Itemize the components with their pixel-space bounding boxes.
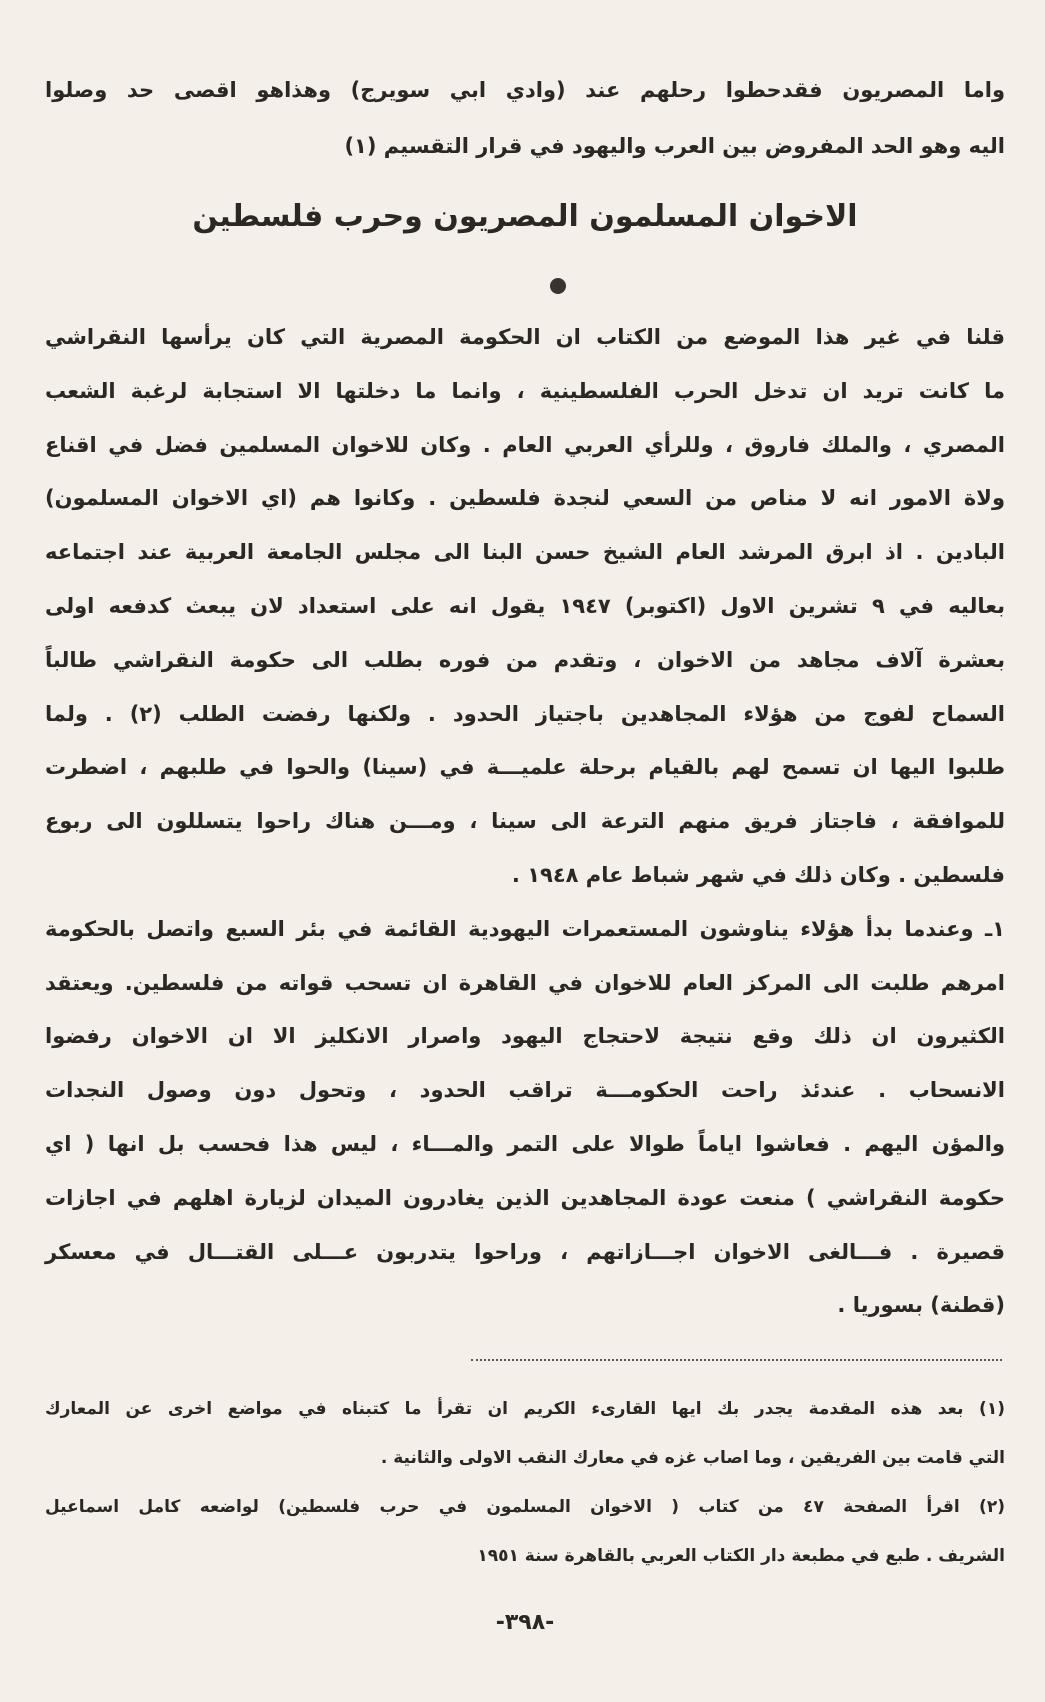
body-line: فلسطين . وكان ذلك في شهر شباط عام ١٩٤٨ . bbox=[511, 862, 1005, 887]
body-line: الكثيرون ان ذلك وقع نتيجة لاحتجاج اليهود واصرار الانكليز الا ان الاخوان رفضوا bbox=[45, 1024, 1005, 1049]
footnote-line: (٢) اقرأ الصفحة ٤٧ من كتاب ( الاخوان المسلمون في حرب فلسطين) لواضعه كامل اسماعيل bbox=[45, 1497, 1005, 1518]
page-number: -٣٩٨- bbox=[495, 1610, 555, 1636]
section-heading: الاخوان المسلمون المصريون وحرب فلسطين bbox=[192, 199, 858, 234]
body-line: قلنا في غير هذا الموضع من الكتاب ان الحكومة المصرية التي كان يرأسها النقراشي bbox=[45, 325, 1005, 349]
body-line: امرهم طلبت الى المركز العام للاخوان في القاهرة ان تسحب قواته من فلسطين. ويعتقد bbox=[45, 970, 1005, 995]
body-line: طلبوا اليها ان تسمح لهم بالقيام برحلة علميـــة في (سينا) والحوا في طلبهم ، اضطرت bbox=[45, 755, 1005, 780]
body-line: حكومة النقراشي ) منعت عودة المجاهدين الذين يغادرون الميدان لزيارة اهلهم في اجازات bbox=[45, 1185, 1005, 1210]
footnote-separator bbox=[471, 1359, 1002, 1361]
page bbox=[45, 0, 1005, 1683]
body-text bbox=[45, 311, 1005, 1333]
ornament-icon bbox=[550, 278, 566, 294]
intro-line: اليه وهو الحد المفروض بين العرب واليهود في قرار التقسيم (١) bbox=[344, 134, 1005, 158]
body-line: (قطنة) بسوريا . bbox=[837, 1293, 1005, 1318]
intro-line: واما المصريون فقدحطوا رحلهم عند (وادي ابي سويرج) وهذاهو اقصى حد وصلوا bbox=[45, 78, 1005, 102]
body-line: الانسحاب . عندئذ راحت الحكومـــة تراقب الحدود ، وتحول دون وصول النجدات bbox=[45, 1078, 1005, 1103]
intro-paragraph bbox=[45, 62, 1005, 174]
footnote-line: التي قامت بين الفريقين ، وما اصاب غزه في معارك النقب الاولى والثانية . bbox=[380, 1448, 1005, 1469]
body-line: والمؤن اليهم . فعاشوا اياماً طوالا على التمر والمـــاء ، ليس هذا فحسب بل انها ( اي bbox=[45, 1131, 1005, 1156]
body-line: المصري ، والملك فاروق ، وللرأي العربي العام . وكان للاخوان المسلمين فضل في اقناع bbox=[45, 432, 1005, 457]
body-line: ولاة الامور انه لا مناص من السعي لنجدة فلسطين . وكانوا هم (اي الاخوان المسلمون) bbox=[45, 486, 1005, 511]
body-line: البادين . اذ ابرق المرشد العام الشيخ حسن البنا الى مجلس الجامعة العربية عند اجتماعه bbox=[45, 540, 1005, 565]
body-line: ما كانت تريد ان تدخل الحرب الفلسطينية ، وانما ما دخلتها الا استجابة لرغبة الشعب bbox=[45, 378, 1005, 403]
body-line: بعاليه في ٩ تشرين الاول (اكتوبر) ١٩٤٧ يقول انه على استعداد لان يبعث كدفعه اولى bbox=[45, 593, 1006, 618]
footnotes bbox=[45, 1385, 1005, 1581]
body-line: السماح لفوج من هؤلاء المجاهدين باجتياز الحدود . ولكنها رفضت الطلب (٢) . ولما bbox=[45, 701, 1005, 726]
body-line: ١ـ وعندما بدأ هؤلاء يناوشون المستعمرات اليهودية القائمة في بئر السبع واتصل بالحكومة bbox=[45, 916, 1005, 941]
footnote-line: (١) بعد هذه المقدمة يجدر بك ايها القارىء الكريم ان تقرأ ما كتبناه في مواضع اخرى عن المعارك bbox=[45, 1399, 1005, 1420]
body-line: قصيرة . فـــالغى الاخوان اجـــازاتهم ، وراحوا يتدربون عـــلى القتـــال في معسكر bbox=[45, 1239, 1005, 1264]
footnote-line: الشريف . طبع في مطبعة دار الكتاب العربي بالقاهرة سنة ١٩٥١ bbox=[477, 1546, 1005, 1567]
body-line: للموافقة ، فاجتاز فريق منهم الترعة الى سينا ، ومـــن هناك راحوا يتسللون الى ربوع bbox=[45, 809, 1005, 834]
body-line: بعشرة آلاف مجاهد من الاخوان ، وتقدم من فوره بطلب الى حكومة النقراشي طالباً bbox=[45, 647, 1005, 672]
